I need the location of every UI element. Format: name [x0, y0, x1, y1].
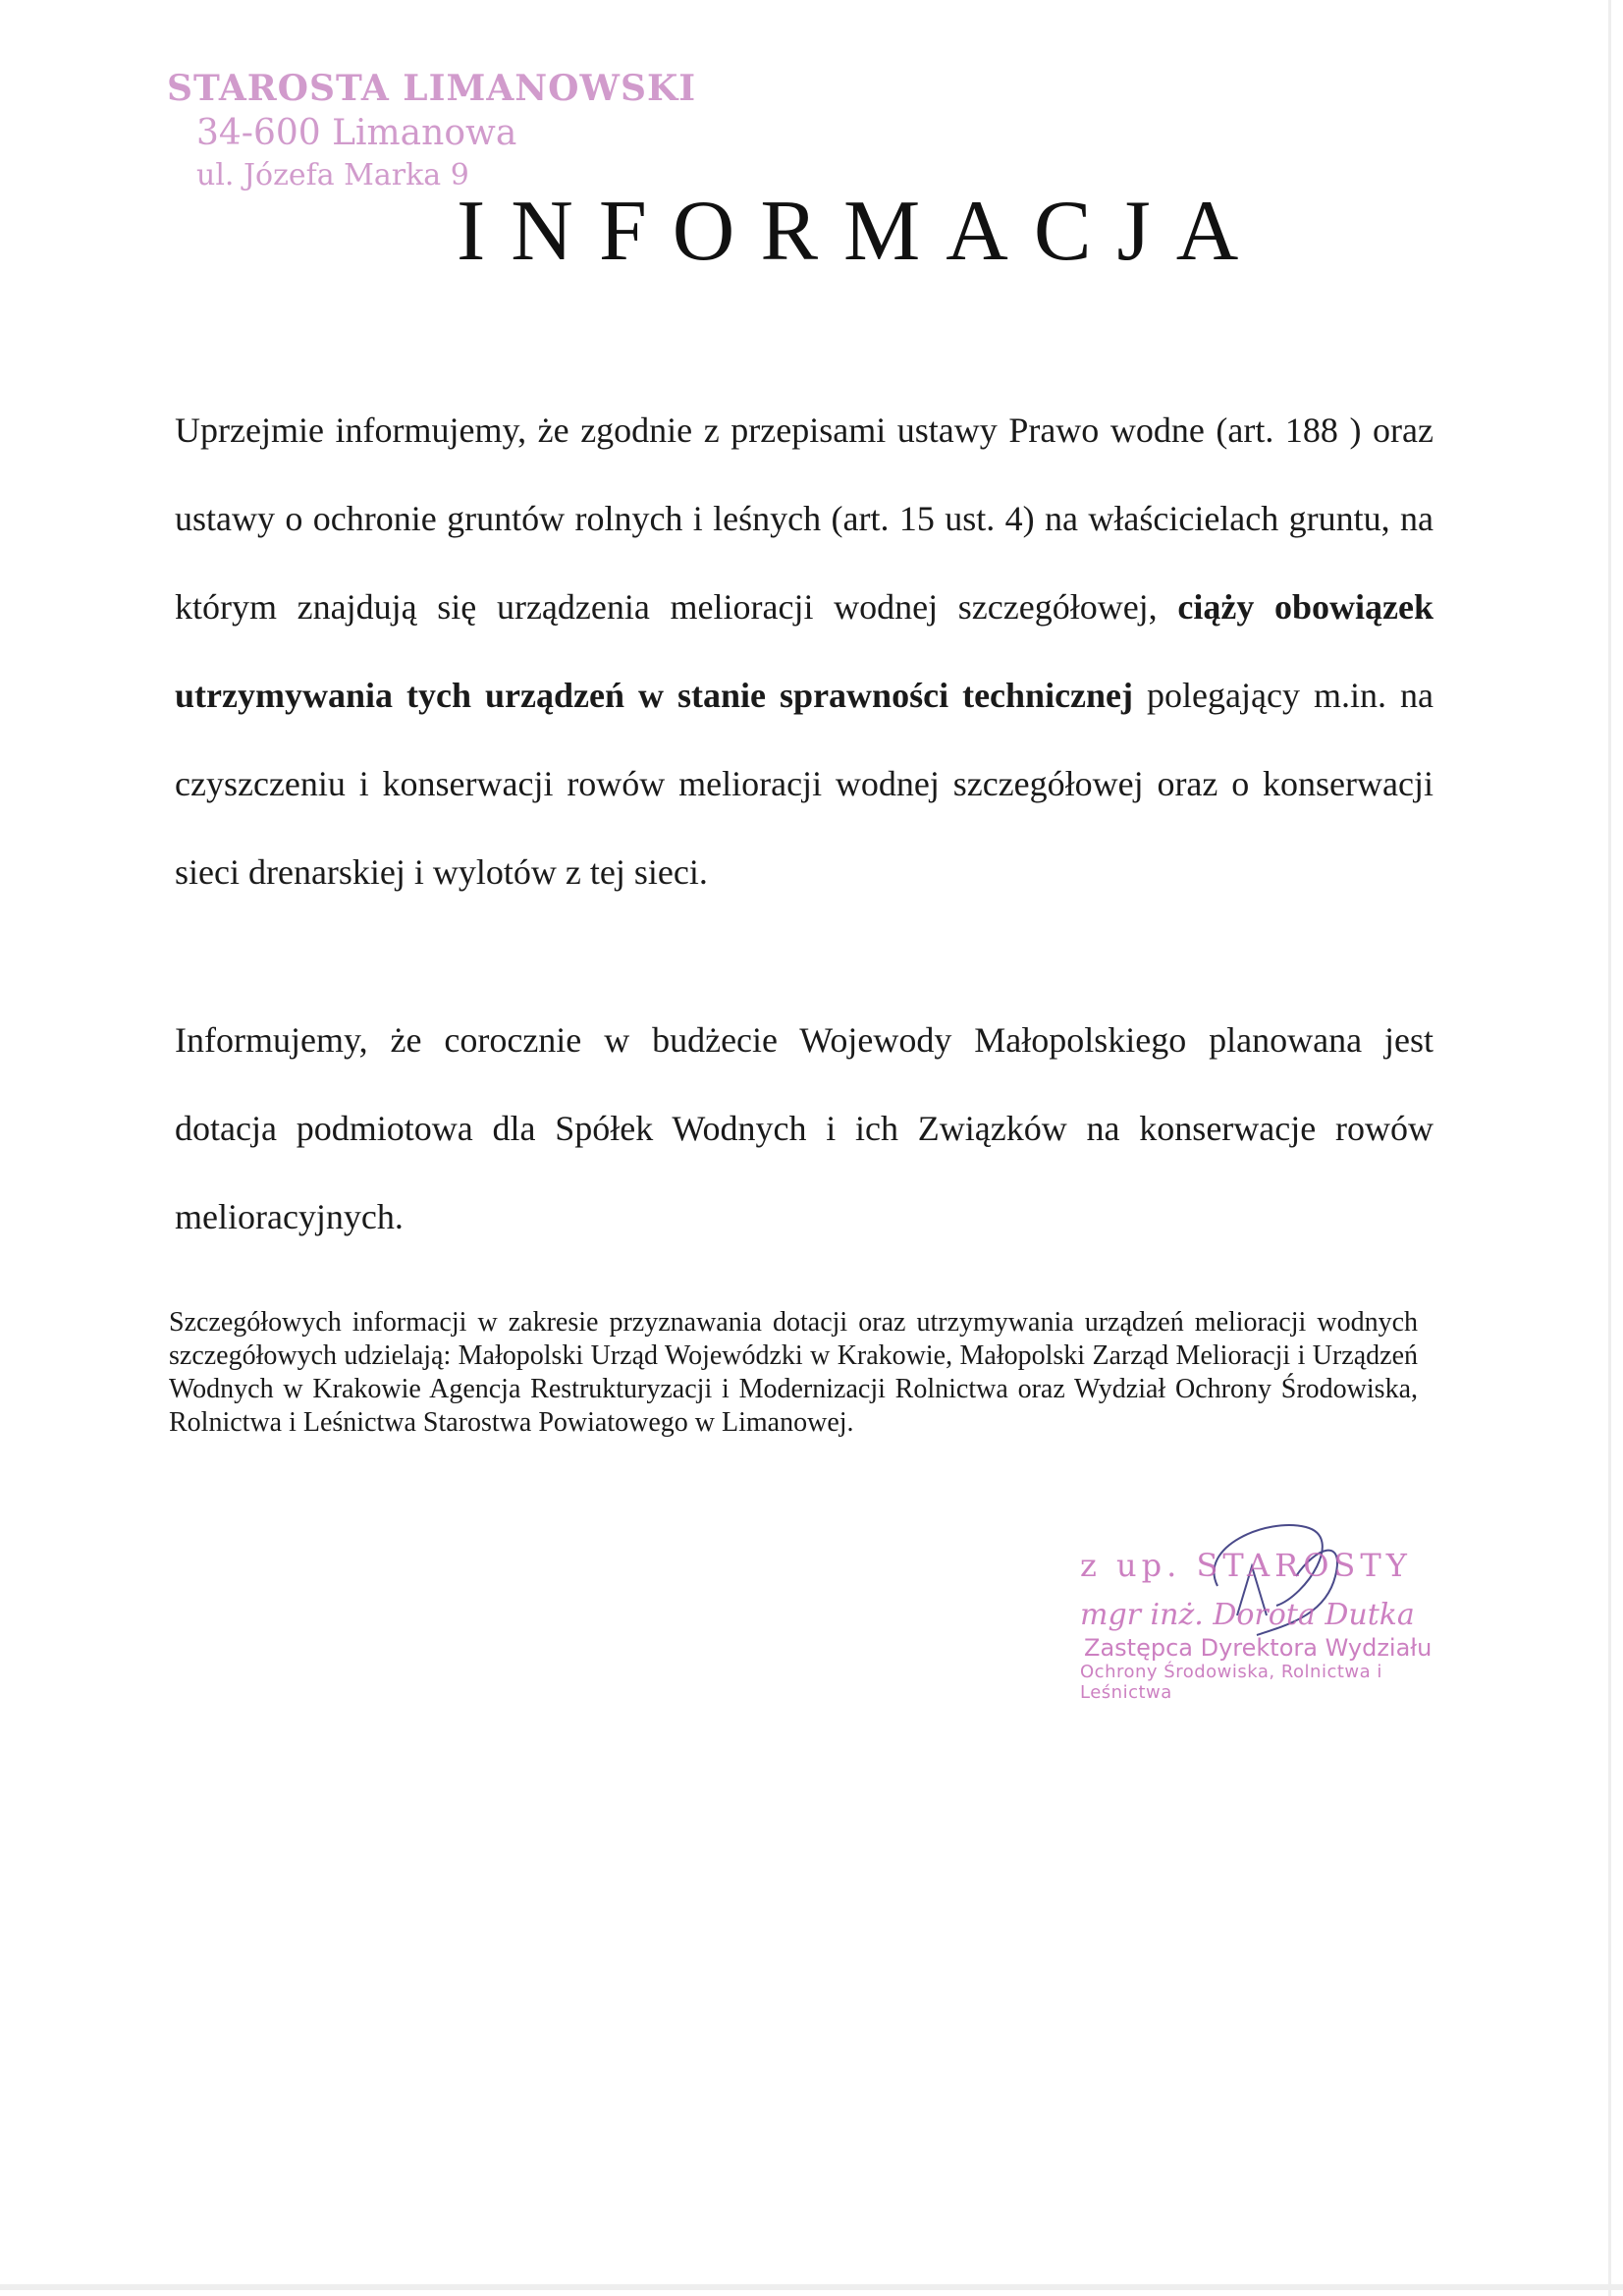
scan-edge-right [1608, 0, 1611, 2296]
signature-zup: z up. STAROSTY [1080, 1547, 1412, 1584]
paragraph-subsidy: Informujemy, że corocznie w budżecie Wojewody Małopolskiego planowana jest dotacja podmiotowa dla Spółek Wodnych i ich Związków na konserwacje rowów melioracyjnych. [175, 1020, 1434, 1236]
stamp-line-1: STAROSTA LIMANOWSKI [167, 68, 697, 109]
paragraph-obligation [175, 386, 1434, 916]
scan-edge-bottom [0, 2284, 1623, 2290]
paragraph-obligation-text-1: Uprzejmie informujemy, że zgodnie z przepisami ustawy Prawo wodne (art. 188 ) oraz ustawy o ochronie gruntów rolnych i leśnych (art. 15 ust. 4) na właścicielach gruntu, na którym znajdują się urządzenia melioracji wodnej szczegółowej, [175, 410, 1434, 627]
paragraph-obligation-bold: ciąży obowiązek utrzymywania tych urządzeń w stanie sprawności technicznej [175, 587, 1434, 715]
paragraph-contacts: Szczegółowych informacji w zakresie przyznawania dotacji oraz utrzymywania urządzeń melioracji wodnych szczegółowych udzielają: Małopolski Urząd Wojewódzki w Krakowie, Małopolski Zarząd Melioracji i Urządzeń Wodnych w Krakowie Agencja Restrukturyzacji i Modernizacji Rolnictwa oraz Wydział Ochrony Środowiska, Rolnictwa i Leśnictwa Starostwa Powiatowego w Limanowej. [169, 1307, 1418, 1438]
paragraph-obligation-text-2: polegający m.in. na czyszczeniu i konserwacji rowów melioracji wodnej szczegółowej oraz o konserwacji sieci drenarskiej i wylotów z tej sieci. [175, 676, 1434, 892]
signature-department: Ochrony Środowiska, Rolnictwa i Leśnictwa [1080, 1662, 1382, 1703]
document-title: INFORMACJA [457, 184, 1265, 279]
office-stamp [167, 68, 697, 192]
signature-stamp [1080, 1547, 1453, 1703]
stamp-line-2: 34-600 Limanowa [196, 113, 517, 153]
signature-name: mgr inż. Dorota Dutka [1080, 1598, 1415, 1632]
stamp-line-3: ul. Józefa Marka 9 [196, 158, 469, 192]
signature-position: Zastępca Dyrektora Wydziału [1084, 1634, 1433, 1662]
